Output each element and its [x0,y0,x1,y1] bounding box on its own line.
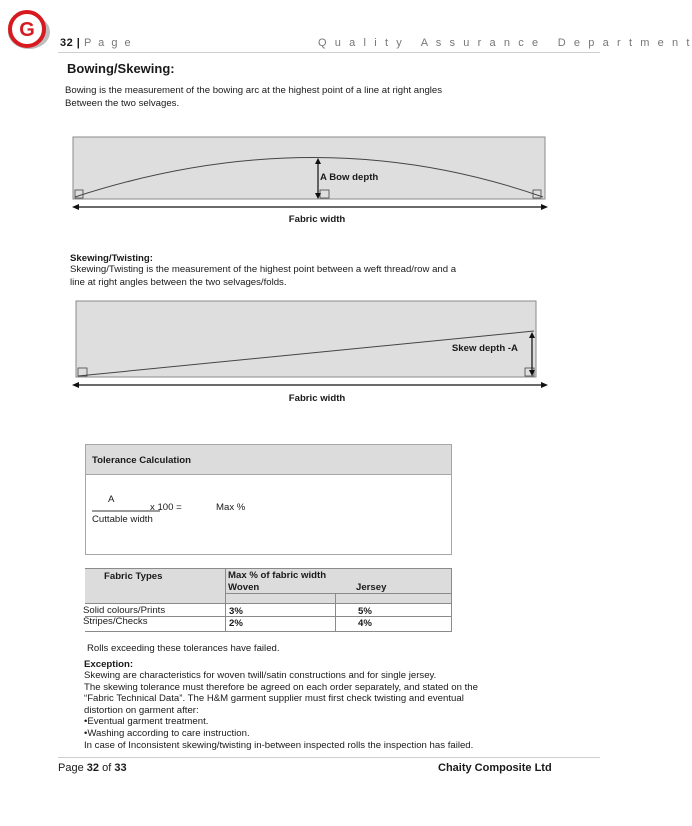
bowing-line-2: Between the two selvages. [65,97,180,109]
bowing-line-1: Bowing is the measurement of the bowing arc at the highest point of a line at right angles [65,85,443,96]
exception-line: distortion on garment after: [84,704,199,716]
header-separator: | [73,37,84,49]
table-right-border [451,568,452,631]
formula-result: Max % [216,502,246,513]
table-row-2-jersey: 4% [358,618,372,629]
tolerance-title: Tolerance Calculation [92,455,191,466]
tolerance-note: Rolls exceeding these tolerances have failed. [87,643,280,654]
skewing-width-arrowhead-right [541,382,548,388]
table-row-1-jersey: 5% [358,606,372,617]
bowing-diagram [70,135,550,225]
footer-company: Chaity Composite Ltd [438,762,552,774]
logo-letter: G [19,19,35,41]
exception-line: Skewing are characteristics for woven twill/satin constructions and for single jersey. [84,670,437,681]
header-page-word: P a g e [83,37,133,49]
table-bottom-rule [85,631,452,632]
bowing-width-arrowhead-right [541,204,548,210]
footer-divider [58,757,600,758]
table-row-2-woven: 2% [229,618,243,629]
footer-page-word: Page [58,762,84,774]
table-header-rule [85,603,452,604]
skewing-title: Skewing/Twisting: [70,253,153,264]
table-col-woven: Woven [228,582,260,593]
exception-line: In case of Inconsistent skewing/twisting in-between inspected rolls the inspection has failed. [84,739,474,751]
skewing-description [70,264,540,289]
skewing-line-1: Skewing/Twisting is the measurement of the highest point between a weft thread/row and a [70,264,457,275]
exception-title: Exception: [84,659,134,670]
bow-depth-label: A Bow depth [320,172,379,183]
table-col-jersey: Jersey [356,582,387,593]
table-col-divider-2 [335,593,336,631]
bowing-title: Bowing/Skewing: [67,61,175,76]
skewing-line-2: line at right angles between the two selvages/folds. [70,276,287,288]
table-row-2-type: Stripes/Checks [83,616,148,627]
footer-of-word: of [102,762,112,774]
formula-denominator: Cuttable width [92,514,153,525]
table-col-fabric-types: Fabric Types [104,571,163,582]
header-divider [58,52,600,53]
formula-numerator: A [108,494,115,505]
table-col-divider-1 [225,568,226,631]
footer-total-pages: 33 [114,762,127,774]
table-subheader-rule [225,593,452,594]
table-top-rule [85,568,452,569]
bowing-description [65,85,535,110]
exception-line: “Fabric Technical Data”. The H&M garment supplier must first check twisting and eventual [84,693,464,705]
footer-current-page: 32 [86,762,100,774]
exception-bullet: •Eventual garment treatment. [84,716,209,728]
table-row-1-woven: 3% [229,606,243,617]
skew-depth-label: Skew depth -A [451,343,518,354]
skewing-diagram [70,298,550,408]
bowing-fabric-panel [73,137,545,199]
table-row-1-type: Solid colours/Prints [83,605,166,616]
header-page-label [60,37,133,49]
skewing-fabric-panel [76,301,536,377]
skewing-fabric-width-label: Fabric width [288,393,346,404]
company-logo [6,8,52,52]
formula-multiplier: x 100 = [150,502,182,513]
header-department: Q u a l i t y A s s u r a n c e D e p a r t m e n t [318,37,692,49]
header-page-number: 32 [60,37,74,49]
bowing-fabric-width-label: Fabric width [288,214,346,225]
skewing-width-arrowhead-left [72,382,79,388]
exception-bullet: •Washing according to care instruction. [84,727,250,739]
exception-body [84,670,554,751]
footer-page-info [58,762,127,774]
table-col-max-percent: Max % of fabric width [228,570,327,581]
bowing-width-arrowhead-left [72,204,79,210]
exception-line: The skewing tolerance must therefore be agreed on each order separately, and stated on the [84,681,478,693]
